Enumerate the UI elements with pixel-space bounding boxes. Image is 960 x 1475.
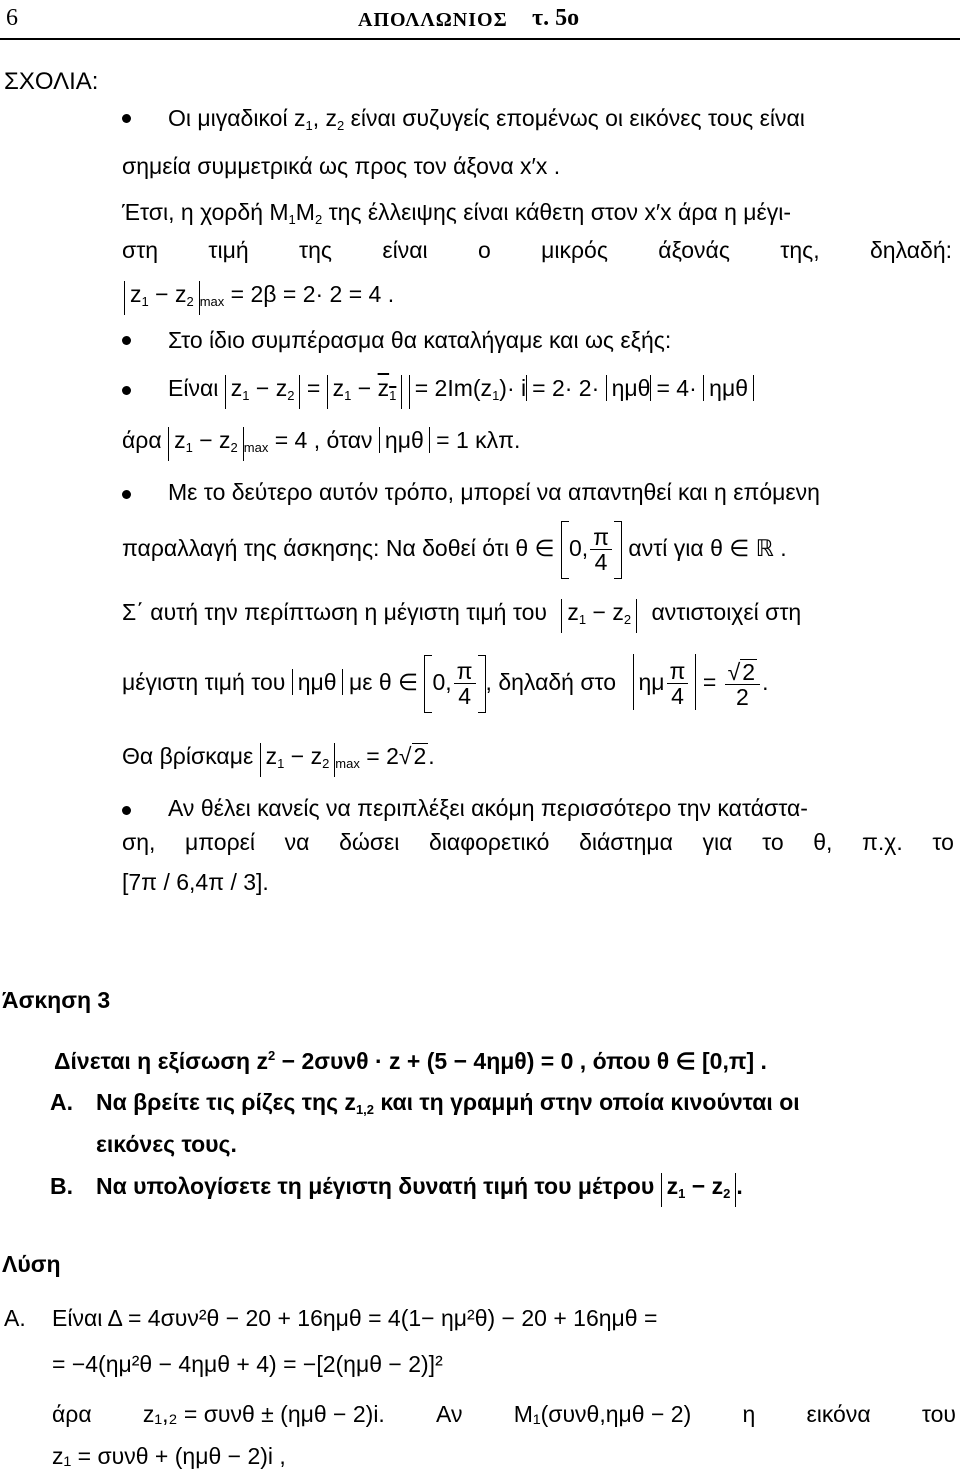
- exercise-part-a: Να βρείτε τις ρίζες της $z_{1,2}$ και τη γραμμή στην οποία κινούνται οι: [96, 1089, 800, 1117]
- exercise-part-a-cont: εικόνες τους.: [96, 1131, 237, 1157]
- comment-5-line-3: [7π / 6,4π / 3].: [122, 869, 269, 895]
- comment-1-line-3: Έτσι, η χορδή $M_1M_2$ της έλλειψης είναι κάθετη στον x′x άρα η μέγι-: [122, 199, 792, 227]
- comment-3-conclusion: άρα $z_1 - z_2$ $_{max}$ = 4 , όταν ημθ = 1 κλπ.: [122, 424, 520, 464]
- exercise-part-b-label: Β.: [50, 1173, 73, 1199]
- comment-4-line-3: Σ΄ αυτή την περίπτωση η μέγιστη τιμή του $z_1 - z_2$ αντιστοιχεί στη: [122, 596, 801, 633]
- bullet-dot: [122, 114, 131, 123]
- header-rule: [0, 38, 960, 40]
- comment-5-line-2: ση, μπορεί να δώσει διαφορετικό διάστημα για το θ, π.χ. το: [122, 829, 954, 855]
- comment-1-line-1: Οι μιγαδικοί $z_1$, $z_2$ είναι συζυγείς επομένως οι εικόνες τους είναι: [168, 105, 805, 133]
- comment-4-line-4: μέγιστη τιμή του ημθ με θ ∈ 0, $\frac{\pi}{4}$ , δηλαδή στο ημ $\frac{\pi}{4}$ = $\frac{√2}{2}$ .: [122, 652, 768, 713]
- comment-2: Στο ίδιο συμπέρασμα θα καταλήγαμε και ως εξής:: [168, 327, 672, 353]
- comment-4-line-2: παραλλαγή της άσκησης: Να δοθεί ότι θ ∈ 0, $\frac{\pi}{4}$ αντί για θ ∈ ℝ .: [122, 518, 787, 579]
- exercise-statement: Δίνεται η εξίσωση $z^2 - 2\sigma\upsilon\nu\theta \cdot z + (5 - 4\eta\mu\theta) = 0$ , όπου θ ∈ [0,π] .: [54, 1048, 767, 1074]
- solution-line-2: = −4(ημ²θ − 4ημθ + 4) = −[2(ημθ − 2)]²: [52, 1351, 443, 1377]
- exercise-part-a-label: Α.: [50, 1089, 73, 1115]
- bullet-dot: [122, 336, 131, 345]
- header-issue: τ. 5ο: [532, 5, 580, 31]
- solution-line-4: z₁ = συνθ + (ημθ − 2)i ,: [52, 1443, 286, 1469]
- comment-4-line-5: Θα βρίσκαμε $z_1 - z_2$ $_{max}$ = 2√2.: [122, 740, 435, 780]
- page-number: 6: [6, 5, 18, 31]
- comment-1-line-5: $z_1 - z_2$ $_{max}$ = 2β = 2· 2 = 4 .: [124, 278, 394, 318]
- solution-heading: Λύση: [2, 1251, 61, 1277]
- comment-3: Είναι $z_1 - z_2 = z_1 - z_1 = 2Im(z_1)\cdot i = 2\cdot 2\cdot \eta\mu\theta = 4\cdot \eta\mu\theta$: [168, 372, 754, 409]
- comment-1-line-2: σημεία συμμετρικά ως προς τον άξονα x′x .: [122, 153, 561, 179]
- exercise-heading: Άσκηση 3: [2, 987, 111, 1013]
- comment-1-line-4: στη τιμή της είναι ο μικρός άξονάς της, δηλαδή:: [122, 237, 952, 263]
- solution-line-1: Είναι Δ = 4συν²θ − 20 + 16ημθ = 4(1− ημ²θ) − 20 + 16ημθ =: [52, 1305, 658, 1331]
- header-title: ΑΠΟΛΛΩΝΙΟΣ: [358, 9, 508, 31]
- comment-5-line-1: Αν θέλει κανείς να περιπλέξει ακόμη περισσότερο την κατάστα-: [168, 795, 808, 821]
- bullet-dot: [122, 490, 131, 499]
- comment-4-line-1: Με το δεύτερο αυτόν τρόπο, μπορεί να απαντηθεί και η επόμενη: [168, 479, 820, 505]
- solution-a-label: Α.: [4, 1305, 26, 1331]
- bullet-dot: [122, 806, 131, 815]
- exercise-part-b: Να υπολογίσετε τη μέγιστη δυνατή τιμή του μέτρου $z_1 - z_2$ .: [96, 1170, 743, 1207]
- bullet-dot: [122, 386, 131, 395]
- comments-heading: ΣΧΟΛΙΑ:: [4, 68, 99, 95]
- solution-line-3: άρα z₁,₂ = συνθ ± (ημθ − 2)i. Αν M₁(συνθ,ημθ − 2) η εικόνα του: [52, 1401, 956, 1427]
